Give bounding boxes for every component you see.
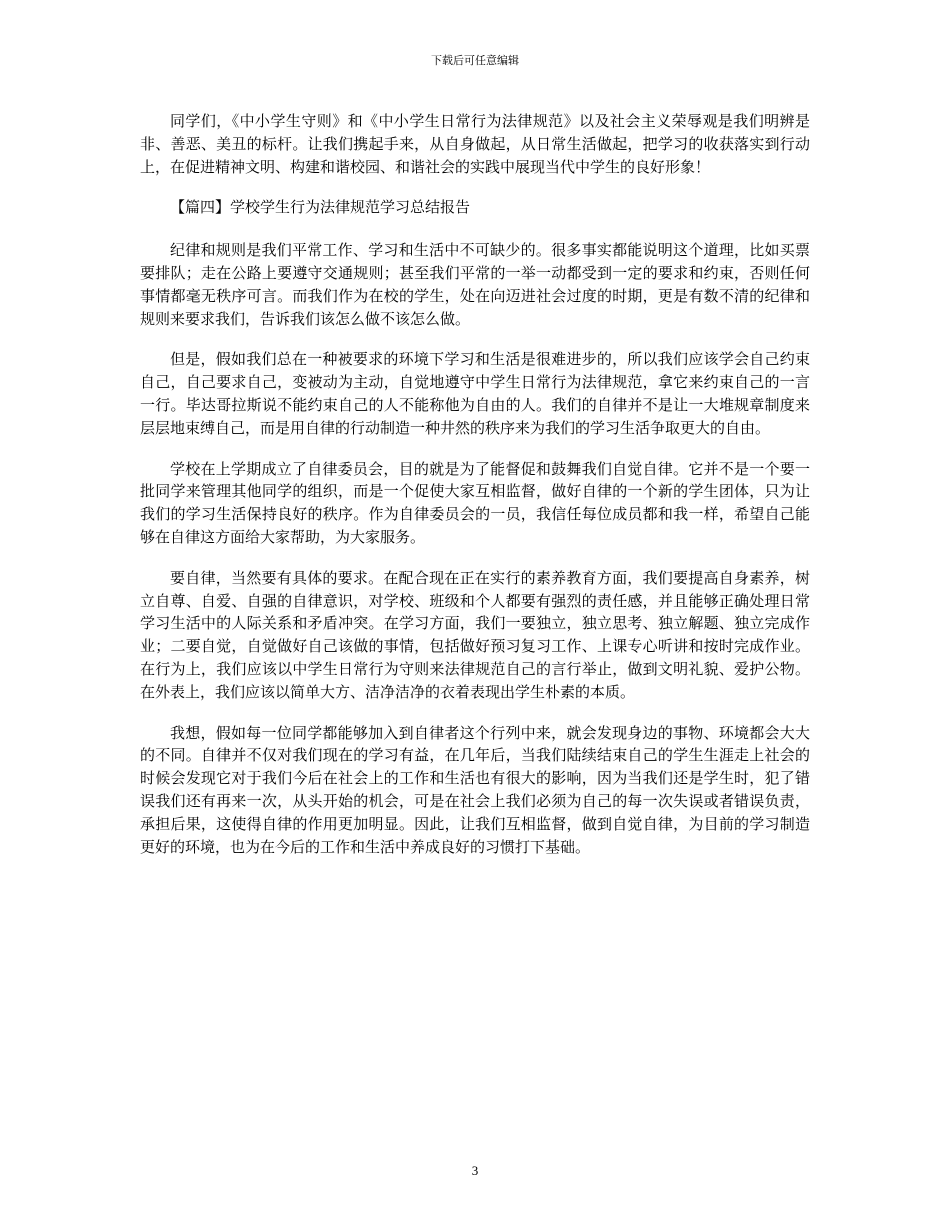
paragraph-5: 要自律，当然要有具体的要求。在配合现在正在实行的素养教育方面，我们要提高自身素养，树立自尊、自爱、自强的自律意识，对学校、班级和个人都要有强烈的责任感，并且能够正确处理日常学习生活中的人际关系和矛盾冲突。在学习方面，我们一要独立，独立思考、独立解题、独立完成作业；二要自觉，自觉做好自己该做的事情，包括做好预习复习工作、上课专心听讲和按时完成作业。在行为上，我们应该以中学生日常行为守则来法律规范自己的言行举止，做到文明礼貌、爱护公物。在外表上，我们应该以简单大方、洁净洁净的衣着表现出学生朴素的本质。 [140, 568, 810, 701]
section-heading: 【篇四】学校学生行为法律规范学习总结报告 [170, 198, 471, 217]
page-number: 3 [471, 1163, 479, 1178]
paragraph-3: 但是，假如我们总在一种被要求的环境下学习和生活是很难进步的，所以我们应该学会自己约束自己，自己要求自己，变被动为主动，自觉地遵守中学生日常行为法律规范，拿它来约束自己的一言一行。毕达哥拉斯说不能约束自己的人不能称他为自由的人。我们的自律并不是让一大堆规章制度来层层地束缚自己，而是用自律的行动制造一种井然的秩序来为我们的学习生活争取更大的自由。 [140, 350, 810, 437]
document-body [140, 110, 810, 876]
paragraph-1: 同学们，《中小学生守则》和《中小学生日常行为法律规范》以及社会主义荣辱观是我们明辨是非、善恶、美丑的标杆。让我们携起手来，从自身做起，从日常生活做起，把学习的收获落实到行动上，在促进精神文明、构建和谐校园、和谐社会的实践中展现当代中学生的良好形象！ [140, 112, 810, 176]
paragraph-2: 纪律和规则是我们平常工作、学习和生活中不可缺少的。很多事实都能说明这个道理，比如买票要排队；走在公路上要遵守交通规则；甚至我们平常的一举一动都受到一定的要求和约束，否则任何事情都毫无秩序可言。而我们作为在校的学生，处在向迈进社会过度的时期，更是有数不清的纪律和规则来要求我们，告诉我们该怎么做不该怎么做。 [140, 241, 810, 328]
paragraph-6: 我想，假如每一位同学都能够加入到自律者这个行列中来，就会发现身边的事物、环境都会大大的不同。自律并不仅对我们现在的学习有益，在几年后，当我们陆续结束自己的学生生涯走上社会的时候会发现它对于我们今后在社会上的工作和生活也有很大的影响，因为当我们还是学生时，犯了错误我们还有再来一次，从头开始的机会，可是在社会上我们必须为自己的每一次失误或者错误负责，承担后果，这使得自律的作用更加明显。因此，让我们互相监督，做到自觉自律，为目前的学习制造更好的环境，也为在今后的工作和生活中养成良好的习惯打下基础。 [140, 723, 810, 856]
paragraph-4: 学校在上学期成立了自律委员会，目的就是为了能督促和鼓舞我们自觉自律。它并不是一个要一批同学来管理其他同学的组织，而是一个促使大家互相监督，做好自律的一个新的学生团体，只为让我们的学习生活保持良好的秩序。作为自律委员会的一员，我信任每位成员都和我一样，希望自己能够在自律这方面给大家帮助，为大家服务。 [140, 459, 810, 546]
page-header: 下载后可任意编辑 [431, 54, 519, 67]
